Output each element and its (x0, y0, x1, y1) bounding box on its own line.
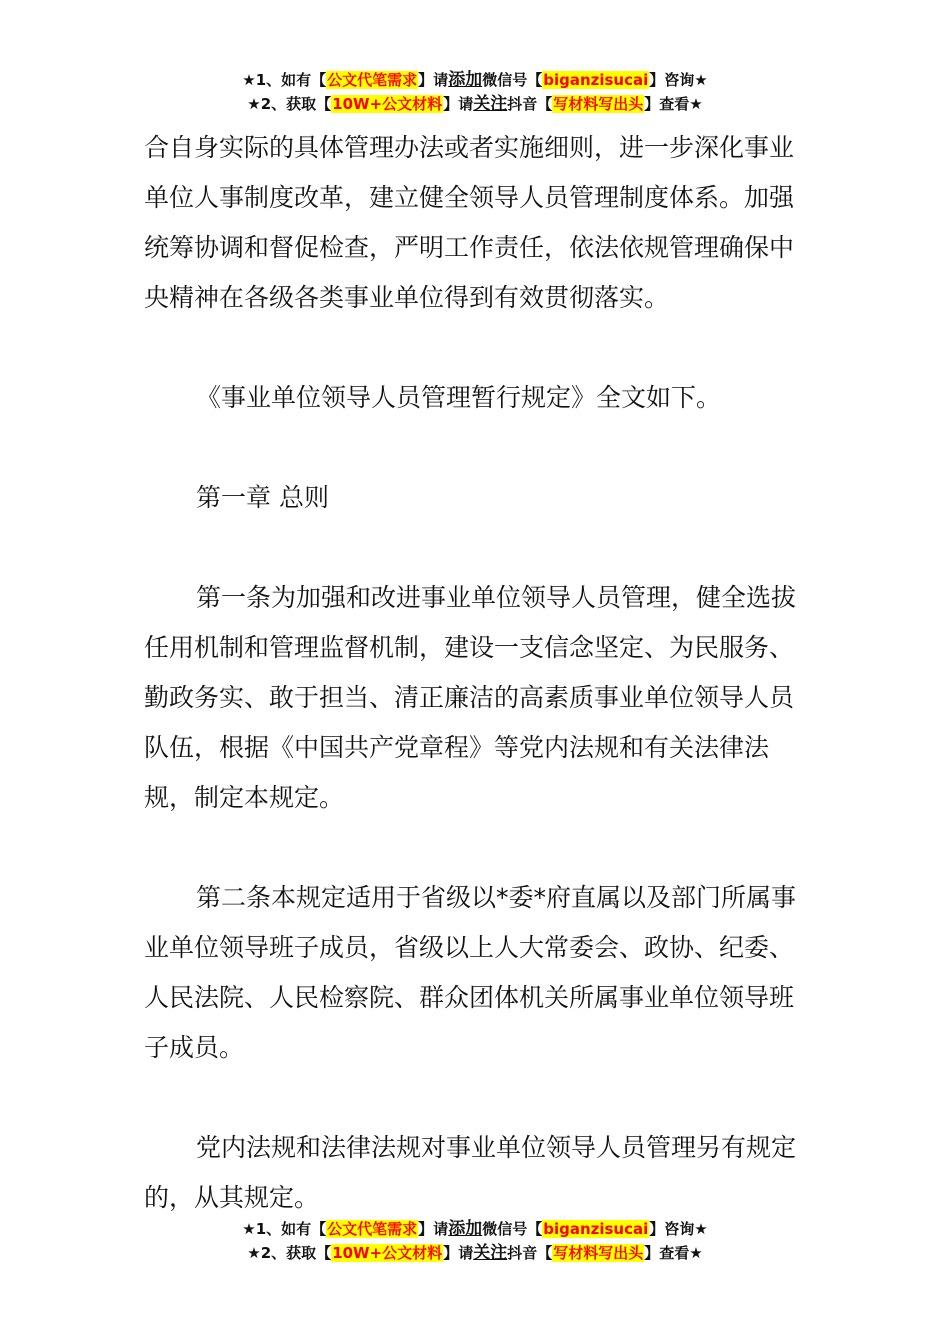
footer-line1-highlight-wechat: biganzisucai (543, 1220, 649, 1238)
footer-line2-mid2: 抖音【 (507, 1244, 553, 1262)
paragraph-gap (144, 323, 812, 373)
footer-line2-prefix: ★2、获取【 (247, 1244, 332, 1262)
document-body (144, 123, 812, 1223)
header-line2-prefix: ★2、获取【 (247, 95, 332, 113)
header-line2-emphasis: 关注 (473, 94, 508, 114)
header-line2-highlight-douyin: 写材料写出头 (553, 95, 644, 113)
footer-line2-highlight-douyin: 写材料写出头 (553, 1244, 644, 1262)
header-line1-mid1: 】请 (418, 71, 449, 89)
header-line1-mid2: 微信号【 (482, 71, 543, 89)
footer-banner-line-2 (0, 1241, 950, 1265)
footer-line1-mid2: 微信号【 (482, 1220, 543, 1238)
header-banner (0, 68, 950, 116)
header-line2-mid2: 抖音【 (507, 95, 553, 113)
paragraph-full-text-intro: 《事业单位领导人员管理暂行规定》全文如下。 (196, 383, 722, 412)
paragraph-gap (144, 523, 812, 573)
header-line1-highlight-service: 公文代笔需求 (327, 71, 418, 89)
header-line2-suffix: 】查看★ (644, 95, 703, 113)
footer-line1-suffix: 】咨询★ (649, 1220, 708, 1238)
footer-line2-highlight-materials: 10W+公文材料 (332, 1244, 443, 1262)
paragraph-gap (144, 823, 812, 873)
footer-banner (0, 1217, 950, 1265)
footer-line1-emphasis: 添加 (448, 1219, 483, 1239)
header-line2-highlight-materials: 10W+公文材料 (332, 95, 443, 113)
footer-line1-prefix: ★1、如有【 (242, 1220, 327, 1238)
header-line1-prefix: ★1、如有【 (242, 71, 327, 89)
article-one: 第一条为加强和改进事业单位领导人员管理，健全选拔任用机制和管理监督机制，建设一支信念坚定、为民服务、勤政务实、敢于担当、清正廉洁的高素质事业单位领导人员队伍，根据《中国共产党章程》等党内法规和有关法律法规，制定本规定。 (144, 583, 797, 812)
paragraph-gap (144, 423, 812, 473)
paragraph-continuation: 合自身实际的具体管理办法或者实施细则，进一步深化事业单位人事制度改革，建立健全领导人员管理制度体系。加强统筹协调和督促检查，严明工作责任，依法依规管理确保中央精神在各级各类事业单位得到有效贯彻落实。 (144, 133, 795, 312)
chapter-heading: 第一章 总则 (196, 483, 329, 512)
header-line1-highlight-wechat: biganzisucai (543, 71, 649, 89)
article-two: 第二条本规定适用于省级以*委*府直属以及部门所属事业单位领导班子成员，省级以上人大常委会、政协、纪委、人民法院、人民检察院、群众团体机关所属事业单位领导班子成员。 (144, 883, 797, 1062)
footer-banner-line-1 (0, 1217, 950, 1241)
footer-line2-suffix: 】查看★ (644, 1244, 703, 1262)
article-two-supplement: 党内法规和法律法规对事业单位领导人员管理另有规定的，从其规定。 (144, 1133, 797, 1212)
footer-line1-mid1: 】请 (418, 1220, 449, 1238)
header-line2-mid1: 】请 (443, 95, 474, 113)
footer-line2-mid1: 】请 (443, 1244, 474, 1262)
header-banner-line-1 (0, 68, 950, 92)
footer-line1-highlight-service: 公文代笔需求 (327, 1220, 418, 1238)
footer-line2-emphasis: 关注 (473, 1243, 508, 1263)
paragraph-gap (144, 1073, 812, 1123)
header-line1-suffix: 】咨询★ (649, 71, 708, 89)
header-line1-emphasis: 添加 (448, 70, 483, 90)
header-banner-line-2 (0, 92, 950, 116)
